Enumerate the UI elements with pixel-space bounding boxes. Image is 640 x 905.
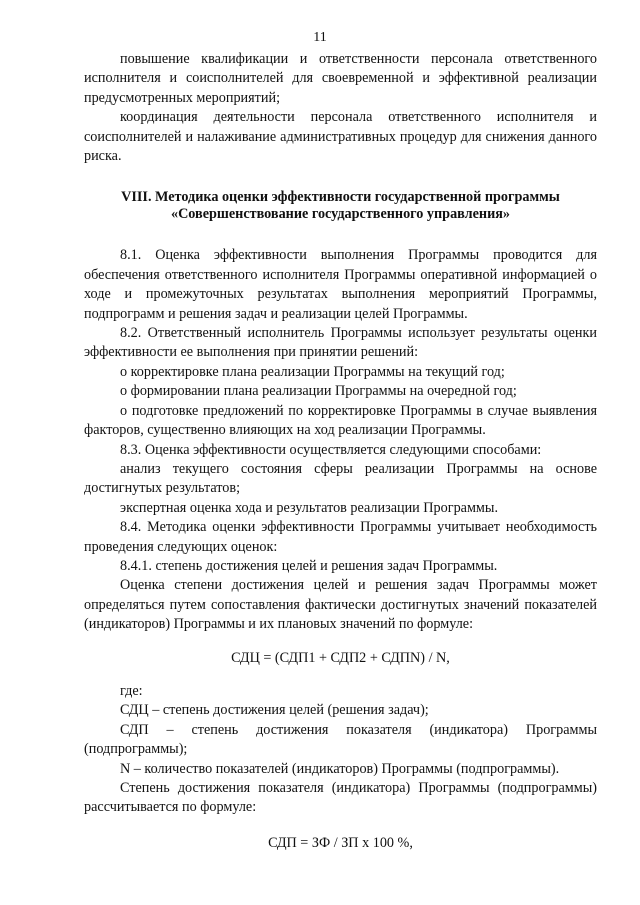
- paragraph: Степень достижения показателя (индикатора) Программы (подпрограммы) рассчитывается по формуле:: [84, 780, 597, 816]
- list-item: экспертная оценка хода и результатов реализации Программы.: [120, 499, 498, 516]
- list-item: анализ текущего состояния сферы реализации Программы на основе достигнутых результатов;: [84, 460, 597, 497]
- section-heading: [84, 189, 597, 223]
- formula: СДЦ = (СДП1 + СДП2 + СДПN) / N,: [231, 649, 450, 666]
- paragraph: где:: [120, 682, 143, 699]
- definition-item: СДЦ – степень достижения целей (решения задач);: [120, 702, 429, 719]
- definition-item: N – количество показателей (индикаторов) Программы (подпрограммы).: [120, 760, 560, 777]
- paragraph: 8.3. Оценка эффективности осуществляется следующими способами:: [120, 441, 542, 458]
- paragraph: координация деятельности персонала ответственного исполнителя и соисполнителей и налаживание административных процедур для снижения данного риска.: [84, 109, 597, 165]
- section-heading-line-1: VIII. Методика оценки эффективности государственной программы: [121, 189, 560, 206]
- list-item: о подготовке предложений по корректировке Программы в случае выявления факторов, существенно влияющих на ход реализации Программы.: [84, 402, 597, 439]
- paragraph: 8.2. Ответственный исполнитель Программы использует результаты оценки эффективности ее выполнения при принятии решений:: [84, 325, 597, 361]
- section-heading-line-2: «Совершенствование государственного управления»: [170, 206, 511, 223]
- page-number: 11: [313, 30, 327, 45]
- definition-item: СДП – степень достижения показателя (индикатора) Программы (подпрограммы);: [84, 721, 597, 758]
- paragraph: Оценка степени достижения целей и решения задач Программы может определяться путем сопоставления фактически достигнутых значений показателей (индикаторов) Программы и их плановых значений по формуле:: [84, 577, 597, 633]
- paragraph: 8.4. Методика оценки эффективности Программы учитывает необходимость проведения следующих оценок:: [84, 519, 597, 555]
- paragraph: повышение квалификации и ответственности персонала ответственного исполнителя и соисполнителей для своевременной и эффективной реализации предусмотренных мероприятий;: [84, 51, 597, 106]
- list-item: о корректировке плана реализации Программы на текущий год;: [120, 363, 505, 380]
- list-item: о формировании плана реализации Программы на очередной год;: [120, 383, 517, 400]
- paragraph: 8.4.1. степень достижения целей и решения задач Программы.: [120, 557, 498, 574]
- paragraph: 8.1. Оценка эффективности выполнения Программы проводится для обеспечения ответственного исполнителя Программы оперативной информацией о ходе и промежуточных результатах выполнения мероприятий Программы, подпрограмм и решения задач и реализации целей Программы.: [84, 247, 597, 322]
- formula: СДП = ЗФ / ЗП х 100 %,: [268, 834, 413, 851]
- document-body: [84, 50, 597, 853]
